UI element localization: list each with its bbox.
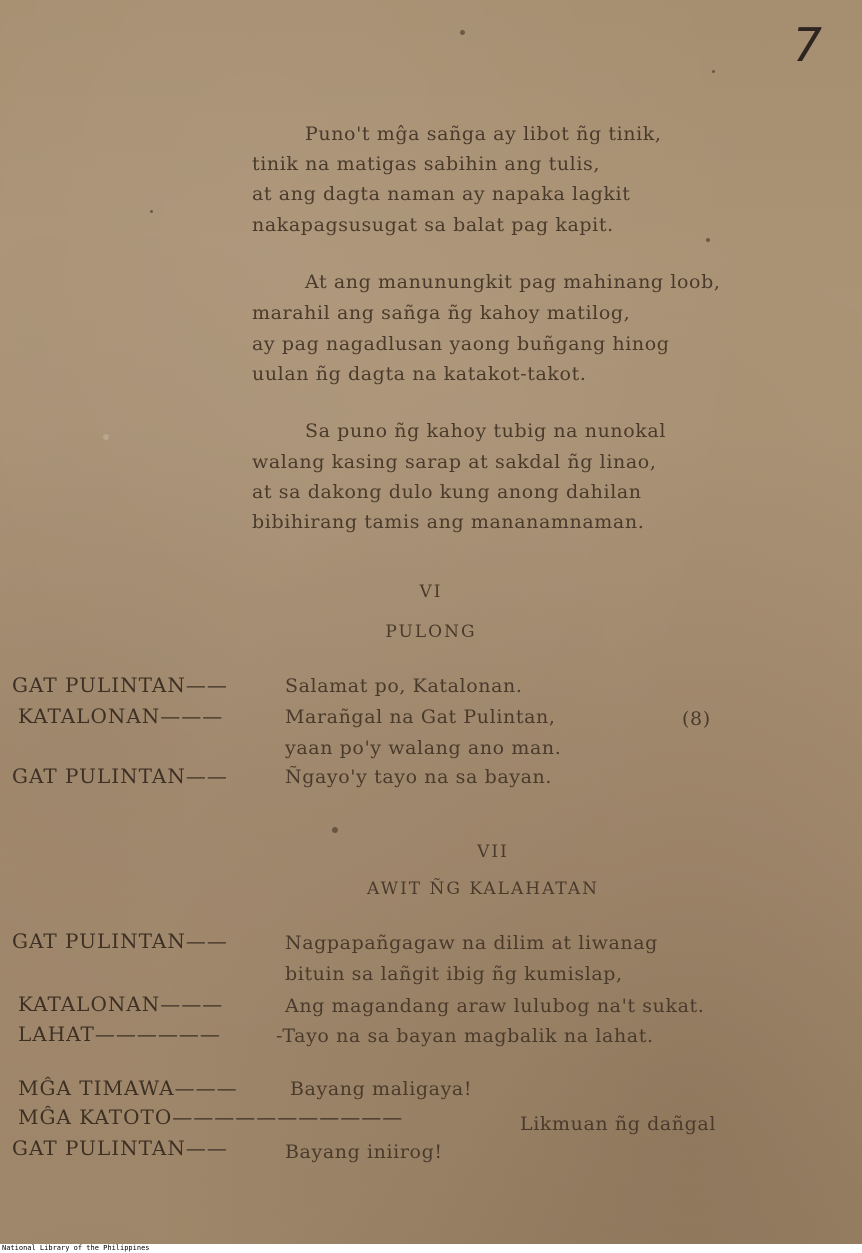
dialogue-line: Salamat po, Katalonan. xyxy=(285,675,523,697)
dialogue-line: Marañgal na Gat Pulintan, xyxy=(285,706,556,728)
verse-line: nakapagsusugat sa balat pag kapit. xyxy=(252,214,614,236)
paper-speck xyxy=(712,70,715,73)
verse-line: at ang dagta naman ay napaka lagkit xyxy=(252,183,631,205)
dialogue-line: Ñgayo'y tayo na sa bayan. xyxy=(285,766,553,788)
speaker-label: MĜA TIMAWA——— xyxy=(18,1076,238,1100)
section-title: PULONG xyxy=(385,622,477,642)
verse-line: At ang manunungkit pag mahinang loob, xyxy=(305,271,721,293)
dialogue-line: Ang magandang araw lulubog na't sukat. xyxy=(285,995,705,1017)
section-number: VI xyxy=(419,582,443,602)
dialogue-line: bituin sa lañgit ibig ñg kumislap, xyxy=(285,963,623,985)
verse-line: marahil ang sañga ñg kahoy matilog, xyxy=(252,302,631,324)
dialogue-line: Nagpapañgagaw na dilim at liwanag xyxy=(285,932,658,954)
speaker-label: LAHAT—————— xyxy=(18,1022,221,1046)
footer-credit: National Library of the Philippines xyxy=(2,1244,150,1252)
page-number: 7 xyxy=(792,18,822,72)
paper-speck xyxy=(150,210,153,213)
dialogue-line: Bayang maligaya! xyxy=(290,1078,473,1100)
speaker-label: KATALONAN——— xyxy=(18,704,224,728)
verse-line: uulan ñg dagta na katakot-takot. xyxy=(252,363,587,385)
footer-bar xyxy=(0,1244,862,1253)
dialogue-line: -Tayo na sa bayan magbalik na lahat. xyxy=(276,1025,654,1047)
paper-speck xyxy=(706,238,710,242)
dialogue-line: Bayang iniirog! xyxy=(285,1141,443,1163)
verse-line: bibihirang tamis ang mananamnaman. xyxy=(252,511,645,533)
verse-line: at sa dakong dulo kung anong dahilan xyxy=(252,481,642,503)
section-number: VII xyxy=(477,842,509,862)
verse-line: tinik na matigas sabihin ang tulis, xyxy=(252,153,601,175)
speaker-label: KATALONAN——— xyxy=(18,992,224,1016)
dialogue-line: Likmuan ñg dañgal xyxy=(520,1113,716,1135)
verse-line: Puno't mĝa sañga ay libot ñg tinik, xyxy=(305,123,662,145)
section-title: AWIT ÑG KALAHATAN xyxy=(367,879,599,899)
paper-speck xyxy=(332,827,338,833)
verse-line: ay pag nagadlusan yaong buñgang hinog xyxy=(252,333,670,355)
line-number-note: (8) xyxy=(682,708,711,730)
verse-line: walang kasing sarap at sakdal ñg linao, xyxy=(252,451,657,473)
speaker-label: GAT PULINTAN—— xyxy=(12,673,228,697)
paper-speck xyxy=(460,30,465,35)
speaker-label: MĜA KATOTO——————————— xyxy=(18,1105,404,1129)
speaker-label: GAT PULINTAN—— xyxy=(12,1136,228,1160)
paper-speck xyxy=(103,434,109,440)
dialogue-line: yaan po'y walang ano man. xyxy=(285,737,562,759)
verse-line: Sa puno ñg kahoy tubig na nunokal xyxy=(305,420,667,442)
speaker-label: GAT PULINTAN—— xyxy=(12,929,228,953)
speaker-label: GAT PULINTAN—— xyxy=(12,764,228,788)
